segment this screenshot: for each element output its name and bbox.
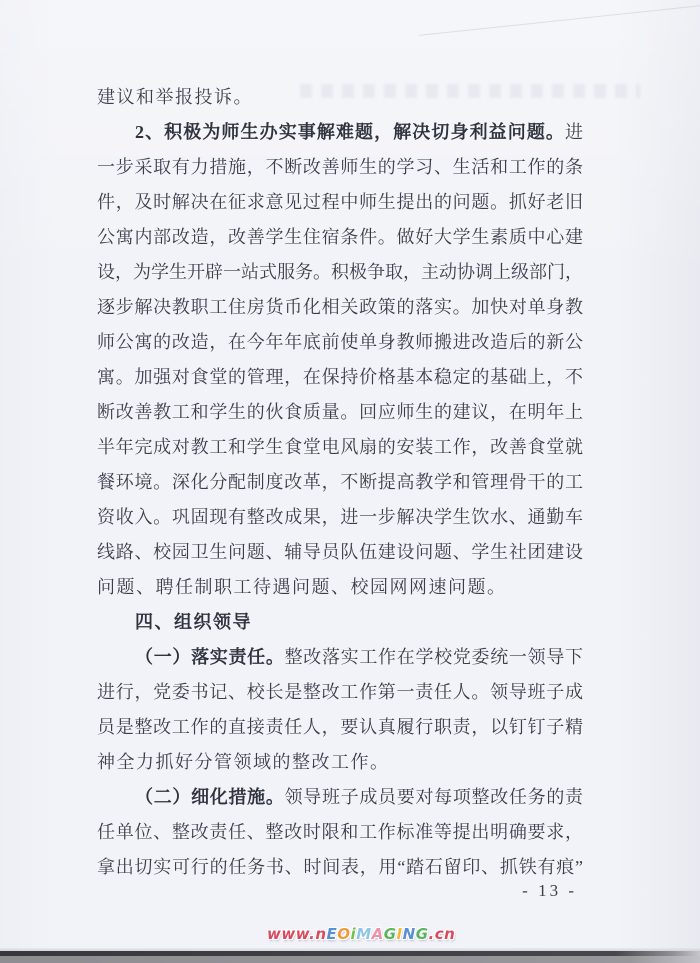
watermark-letter: E <box>326 925 338 943</box>
text-segment: 师公寓的改造，在今年年底前使单身教师搬进改造后的新公 <box>97 332 583 352</box>
text-line <box>97 325 583 360</box>
page-number: - 13 - <box>522 881 577 900</box>
scan-edge-gray-band <box>0 956 700 963</box>
text-line <box>97 430 583 465</box>
watermark-letter: c <box>434 925 445 943</box>
text-line <box>97 570 583 605</box>
text-line <box>97 745 583 780</box>
text-segment: 拿出切实可行的任务书、时间表，用“踏石留印、抓铁有痕” <box>97 857 583 877</box>
text-line <box>97 185 583 220</box>
watermark-letter: O <box>337 925 351 943</box>
text-line <box>97 850 583 885</box>
text-segment: 整改落实工作在学校党委统一领导下 <box>284 647 584 667</box>
text-segment: 件，及时解决在征求意见过程中师生提出的问题。抓好老旧 <box>97 192 583 212</box>
watermark-letter: I <box>396 925 403 943</box>
watermark-letter: w <box>267 925 282 943</box>
text-segment-bold: （二）细化措施。 <box>135 787 285 807</box>
watermark-letter: G <box>383 925 397 943</box>
text-segment-bold: （一）落实责任。 <box>135 647 285 667</box>
watermark-letter: A <box>371 925 384 943</box>
text-segment-bold: 2、积极为师生办实事解难题，解决切身利益问题。 <box>135 122 565 142</box>
text-segment: 半年完成对教工和学生食堂电风扇的安装工作，改善食堂就 <box>97 437 583 457</box>
text-line <box>97 220 583 255</box>
watermark-letter: w <box>295 925 310 943</box>
text-segment: 进行，党委书记、校长是整改工作第一责任人。领导班子成 <box>97 682 583 702</box>
watermark-letter: . <box>428 925 435 943</box>
text-line <box>97 255 583 290</box>
text-segment: 建议和举报投诉。 <box>97 87 253 107</box>
watermark-letter: n <box>444 925 456 943</box>
text-line <box>97 710 583 745</box>
text-segment: 领导班子成员要对每项整改任务的责 <box>284 787 584 807</box>
watermark-letter: i <box>350 925 357 943</box>
text-line <box>97 465 583 500</box>
text-segment: 问题、聘任制职工待遇问题、校园网网速问题。 <box>97 577 507 597</box>
text-segment: 断改善教工和学生的伙食质量。回应师生的建议，在明年上 <box>97 402 583 422</box>
text-segment: 公寓内部改造，改善学生住宿条件。做好大学生素质中心建 <box>97 227 583 247</box>
text-segment: 寓。加强对食堂的管理，在保持价格基本稳定的基础上，不 <box>97 367 583 387</box>
watermark-letter: n <box>315 925 327 943</box>
text-line <box>97 605 583 640</box>
text-line <box>97 500 583 535</box>
text-segment: 逐步解决教职工住房货币化相关政策的落实。加快对单身教 <box>97 297 583 317</box>
text-segment: 进 <box>565 122 583 142</box>
watermark <box>267 925 455 943</box>
watermark-letter: . <box>309 925 316 943</box>
text-segment: 神全力抓好分管领域的整改工作。 <box>97 752 390 772</box>
text-line <box>97 115 583 150</box>
text-segment: 任单位、整改责任、整改时限和工作标准等提出明确要求， <box>97 822 583 842</box>
watermark-letter: w <box>281 925 296 943</box>
text-line <box>97 150 583 185</box>
text-line <box>97 535 583 570</box>
text-segment: 餐环境。深化分配制度改革，不断提高教学和管理骨干的工 <box>97 472 583 492</box>
text-line <box>97 80 583 115</box>
text-line <box>97 780 583 815</box>
text-line <box>97 640 583 675</box>
text-line <box>97 290 583 325</box>
text-line <box>97 395 583 430</box>
text-segment: 设，为学生开辟一站式服务。积极争取，主动协调上级部门， <box>97 262 583 282</box>
text-segment: 资收入。巩固现有整改成果，进一步解决学生饮水、通勤车 <box>97 507 583 527</box>
text-line <box>97 360 583 395</box>
text-segment: 员是整改工作的直接责任人，要认真履行职责，以钉钉子精 <box>97 717 583 737</box>
text-segment: 一步采取有力措施，不断改善师生的学习、生活和工作的条 <box>97 157 583 177</box>
text-segment: 线路、校园卫生问题、辅导员队伍建设问题、学生社团建设 <box>97 542 583 562</box>
text-line <box>97 675 583 710</box>
watermark-letter: G <box>415 925 429 943</box>
text-line <box>97 815 583 850</box>
document-body <box>97 80 583 885</box>
text-segment-bold: 四、组织领导 <box>135 612 252 632</box>
paper-crease <box>419 1 700 75</box>
watermark-letter: N <box>402 925 416 943</box>
watermark-letter: M <box>356 925 372 943</box>
